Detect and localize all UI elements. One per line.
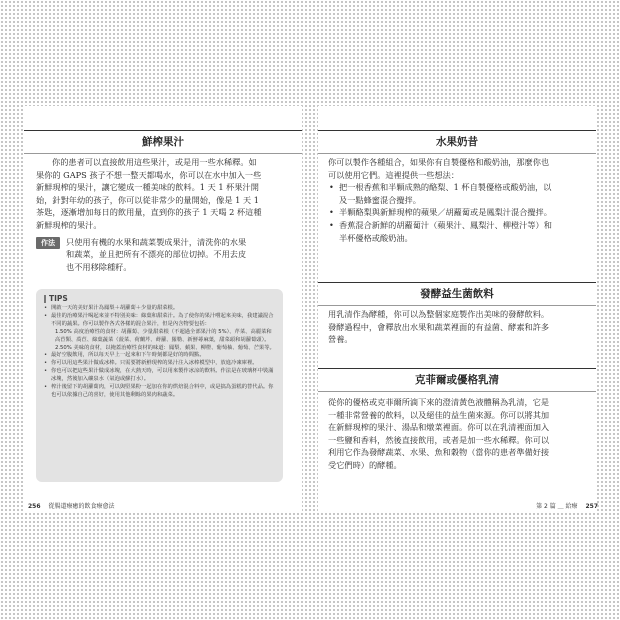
- intro-line: 茶匙，逐漸增加每日的飲用量，直到你的孩子 1 天喝 2 杯這種: [36, 207, 262, 218]
- intro-line: 從你的優格或克菲爾所滴下來的澄清黃色液體稱為乳清，它是: [328, 397, 550, 407]
- tips-header: [44, 294, 275, 303]
- section-title-fresh-juice: [24, 130, 302, 154]
- intro-line: 受它們時）的酵種。: [328, 459, 402, 470]
- tip-item: [44, 305, 275, 313]
- intro-line: 你可以製作各種組合，如果你有自製優格和酸奶油，那麼你也: [328, 157, 550, 167]
- left-footer: [28, 501, 114, 510]
- tip-subitem: 2.50% 美味的食材，以掩蓋治療性食材的味道：鳳梨、蘋果、柳橙、葡萄柚、葡萄、芒果等。: [55, 344, 275, 351]
- fresh-juice-intro: [36, 156, 292, 273]
- intro-line: 一種非常營養的飲料，以及絕佳的益生菌來源。你可以將其加: [328, 409, 550, 420]
- smoothie-idea: • 半顆酪梨與新鮮現榨的蘋果／胡蘿蔔或是鳳梨汁混合攪拌。: [328, 206, 586, 219]
- fermented-body: [328, 308, 586, 346]
- tip-text: 你也可以把這些果汁做成冰塊，在大熱天時，可以用來製作冰涼的飲料。作法是在玻璃杯中裝滿冰塊，然後加入礦泉水（氣泡或蘇打水）。: [51, 368, 274, 383]
- section-title-whey: 克菲爾或優格乳清: [318, 368, 596, 392]
- smoothie-ideas-list: [328, 181, 586, 244]
- tips-marker-icon: [44, 295, 46, 303]
- intro-line: 果你的 GAPS 孩子不想一整天都喝水，你可以在水中加入一些: [36, 169, 262, 180]
- intro-line: 營養。: [328, 334, 353, 345]
- section-title-fermented-drink: 發酵益生菌飲料: [318, 282, 596, 306]
- tip-item: [44, 368, 275, 384]
- tip-text: 最好空腹飲用，所以每天早上一起來和下午時刻都是好的時間點。: [51, 352, 205, 359]
- howto-block: [36, 236, 292, 274]
- left-page: [24, 106, 302, 511]
- tip-item: [44, 313, 275, 353]
- section-title-text: 鮮榨果汁: [24, 130, 302, 154]
- intro-line: 新鮮現榨的果汁，讓它變成一種美味的飲料。1 天 1 杯果汁開: [36, 182, 259, 193]
- intro-line: 發酵過程中，會釋放出水果和蔬菜裡面的有益菌、酵素和許多: [328, 321, 550, 332]
- intro-line: 新鮮現榨的果汁。: [36, 219, 102, 230]
- whey-body: [328, 396, 586, 472]
- smoothie-idea: • 香蕉混合新鮮的胡蘿蔔汁（蘋果汁、鳳梨汁、柳橙汁等）和 半杯優格或酸奶油。: [328, 219, 586, 244]
- chapter-label: 第 2 篇 ＿ 給療: [536, 503, 578, 510]
- howto-badge: 作法: [36, 237, 60, 249]
- tips-list: [44, 305, 275, 400]
- right-footer: [536, 501, 598, 510]
- tip-item: [44, 384, 275, 400]
- tips-box: [36, 289, 283, 482]
- tip-text: 最佳的治療果汁喝起來並不特別美味：綠葉和甜菜汁。為了使你的果汁嚐起來美味，我建議混合不同的蔬果。你可以製作各式各樣的混合果汁，但是內含物要包括：: [51, 312, 274, 327]
- tip-text: 你可以用這些果汁做成冰棒。只需要將新鮮現榨的果汁注入冰棒模型中，放進冷凍庫裡。: [51, 360, 258, 367]
- right-page: [318, 106, 596, 511]
- howto-text-block: [66, 236, 246, 274]
- intro-line: 利用它作為發酵蔬菜、水果、魚和穀物（當你的患者準備好接: [328, 447, 550, 458]
- intro-line: 始，針對年幼的孩子，你可以從非常少的量開始，像是 1 天 1: [36, 194, 259, 205]
- intro-line: 可以使用它們。這裡提供一些想法：: [328, 169, 460, 180]
- tip-text: 開啟一天的美好果汁為鳳梨＋胡蘿蔔＋少量的甜菜根。: [51, 305, 179, 311]
- smoothie-idea: • 把一根香蕉和半顆成熟的酪梨、1 杯自製優格或酸奶油，以 及一點蜂蜜混合攪拌。: [328, 181, 586, 206]
- page-number: 256: [28, 503, 41, 510]
- howto-line: 只使用有機的水果和蔬菜製成果汁，清洗你的水果: [66, 236, 247, 247]
- tip-subitem: 1.50% 高度治療性的食材：胡蘿蔔、少量甜菜根（不超過全部果汁的 5%）、芹菜、高麗菜和高苣類、萵苣、綠葉蔬菜（菠菜、荷蘭芹、蒔蘿、羅勒、新鮮蕁麻葉，甜菜頭和胡蘿蔔頭）。: [55, 328, 272, 343]
- howto-line: 和蔬菜，並且把所有不漂亮的部位切掉。不用去皮: [66, 249, 247, 260]
- intro-line: 在新鮮現榨的果汁、湯品和燉菜裡面。你可以在乳清裡面加入: [328, 422, 550, 433]
- intro-line: 你的患者可以直接飲用這些果汁，或是用一些水稀釋。如: [52, 157, 257, 167]
- book-title: 從腸道療癒的飲食療愈法: [48, 503, 115, 510]
- tips-label: TIPS: [49, 294, 68, 303]
- howto-line: 也不用移除種籽。: [66, 261, 132, 272]
- intro-line: 用乳清作為酵種，你可以為整個家庭製作出美味的發酵飲料。: [328, 309, 550, 319]
- page-number: 257: [585, 503, 598, 510]
- tip-text: 榨汁後留下的胡蘿蔔肉，可以與堅果粉一起加在你的烘焙混合料中，或是搞為蛋糕的替代品。你也可以依據自己的喜好，使用其他剩餘的果肉和蔬菜。: [51, 384, 274, 398]
- section-title-fruit-smoothie: 水果奶昔: [318, 130, 596, 154]
- intro-line: 一些鹽和香料，然後直接飲用，或者是加一些水稀釋。你可以: [328, 434, 550, 445]
- smoothie-body: [328, 156, 586, 244]
